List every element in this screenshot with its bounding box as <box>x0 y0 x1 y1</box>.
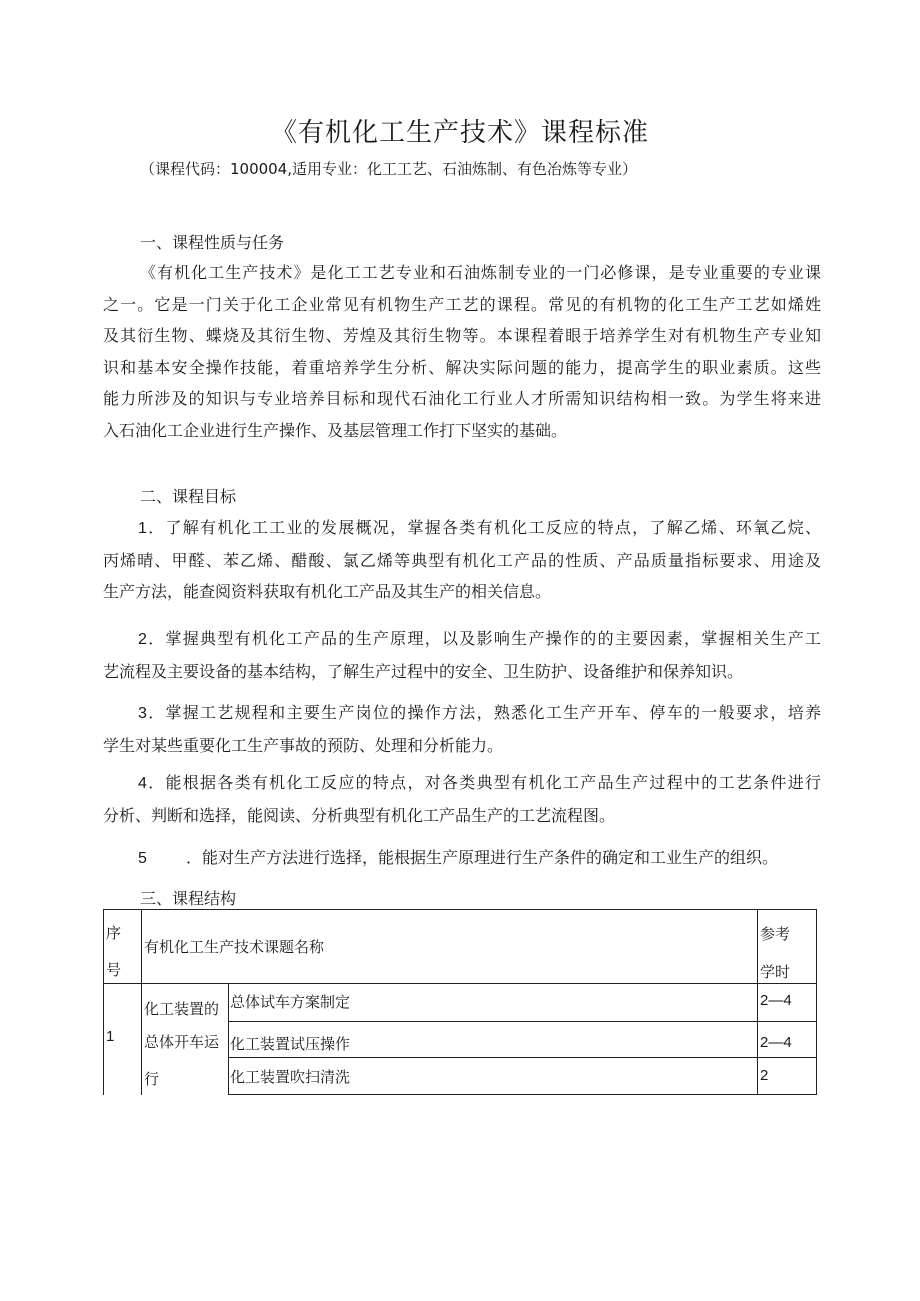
goal-item-5 <box>103 842 821 875</box>
header-hours: 参考 <box>760 925 791 943</box>
document-subtitle: （课程代码：100004,适用专业：化工工艺、石油炼制、有色冶炼等专业） <box>140 160 638 178</box>
table-row-hours: 2—4 <box>760 992 792 1009</box>
table-row-hours: 2 <box>760 1067 769 1084</box>
goal-number: 1 <box>138 520 147 537</box>
table-row-topic: 化工装置试压操作 <box>230 1035 351 1053</box>
goal-line: ．掌握工艺规程和主要生产岗位的操作方法，熟悉化工生产开车、停车的一般要求，培养 <box>146 703 821 722</box>
paragraph-line: 识和基本安全操作技能，着重培养学生分析、解决实际问题的能力，提高学生的职业素质。这些 <box>103 357 821 377</box>
header-hours: 学时 <box>760 963 791 981</box>
group-name: 总体开车运 <box>144 1033 220 1051</box>
goal-item-4 <box>103 767 821 831</box>
group-seq: 1 <box>106 1028 115 1045</box>
goal-line: ．了解有机化工工业的发展概况，掌握各类有机化工反应的特点，了解乙烯、环氧乙烷、 <box>146 518 821 537</box>
goal-number: 5 <box>138 850 147 867</box>
goal-item-1 <box>103 512 821 608</box>
paragraph-line: 及其衍生物、蝶烧及其衍生物、芳煌及其衍生物等。本课程着眼于培养学生对有机物生产专业知 <box>103 326 821 345</box>
goal-line: ．能根据各类有机化工反应的特点，对各类典型有机化工产品生产过程中的工艺条件进行 <box>146 773 821 792</box>
goal-line: 丙烯晴、甲醛、苯乙烯、醋酸、氯乙烯等典型有机化工产品的性质、产品质量指标要求、用途及 <box>103 550 821 570</box>
goal-number: 4 <box>138 775 147 792</box>
section-heading-structure: 三、课程结构 <box>140 889 237 908</box>
goal-line: 艺流程及主要设备的基本结构，了解生产过程中的安全、卫生防护、设备维护和保养知识。 <box>103 661 744 681</box>
paragraph-line: 能力所涉及的知识与专业培养目标和现代石油化工行业人才所需知识结构相一致。为学生将来进 <box>103 389 821 408</box>
group-name: 行 <box>144 1070 160 1088</box>
course-structure-table <box>103 909 817 1095</box>
goal-number: 2 <box>138 631 147 648</box>
goal-item-3 <box>103 697 821 761</box>
goal-line: 分析、判断和选择，能阅读、分析典型有机化工产品生产的工艺流程图。 <box>103 805 616 825</box>
paragraph-line: 入石油化工企业进行生产操作、及基层管理工作打下坚实的基础。 <box>103 420 568 440</box>
header-topic-name: 有机化工生产技术课题名称 <box>144 938 325 956</box>
table-row-topic: 总体试车方案制定 <box>230 993 351 1011</box>
goal-line: ．能对生产方法进行选择，能根据生产原理进行生产条件的确定和工业生产的组织。 <box>186 848 779 867</box>
section-heading-goals: 二、课程目标 <box>140 487 237 506</box>
group-name: 化工装置的 <box>144 1000 220 1018</box>
table-row-hours: 2—4 <box>760 1034 792 1051</box>
header-seq: 序 <box>106 924 122 942</box>
goal-item-2 <box>103 623 821 687</box>
table-row-topic: 化工装置吹扫清洗 <box>230 1068 351 1086</box>
section-heading-nature: 一、课程性质与任务 <box>140 233 285 252</box>
goal-line: 学生对某些重要化工生产事故的预防、处理和分析能力。 <box>103 735 504 755</box>
section-paragraph-nature <box>103 257 821 446</box>
goal-line: ．掌握典型有机化工产品的生产原理，以及影响生产操作的的主要因素，掌握相关生产工 <box>146 629 821 648</box>
goal-number: 3 <box>138 705 147 722</box>
document-title: 《有机化工生产技术》课程标准 <box>270 118 649 148</box>
paragraph-line: 《有机化工生产技术》是化工工艺专业和石油炼制专业的一门必修课，是专业重要的专业课 <box>140 263 821 282</box>
goal-line: 生产方法，能查阅资料获取有机化工产品及其生产的相关信息。 <box>103 582 552 601</box>
paragraph-line: 之一。它是一门关于化工企业常见有机物生产工艺的课程。常见的有机物的化工生产工艺如烯姓 <box>103 294 821 314</box>
header-seq: 号 <box>106 961 122 979</box>
